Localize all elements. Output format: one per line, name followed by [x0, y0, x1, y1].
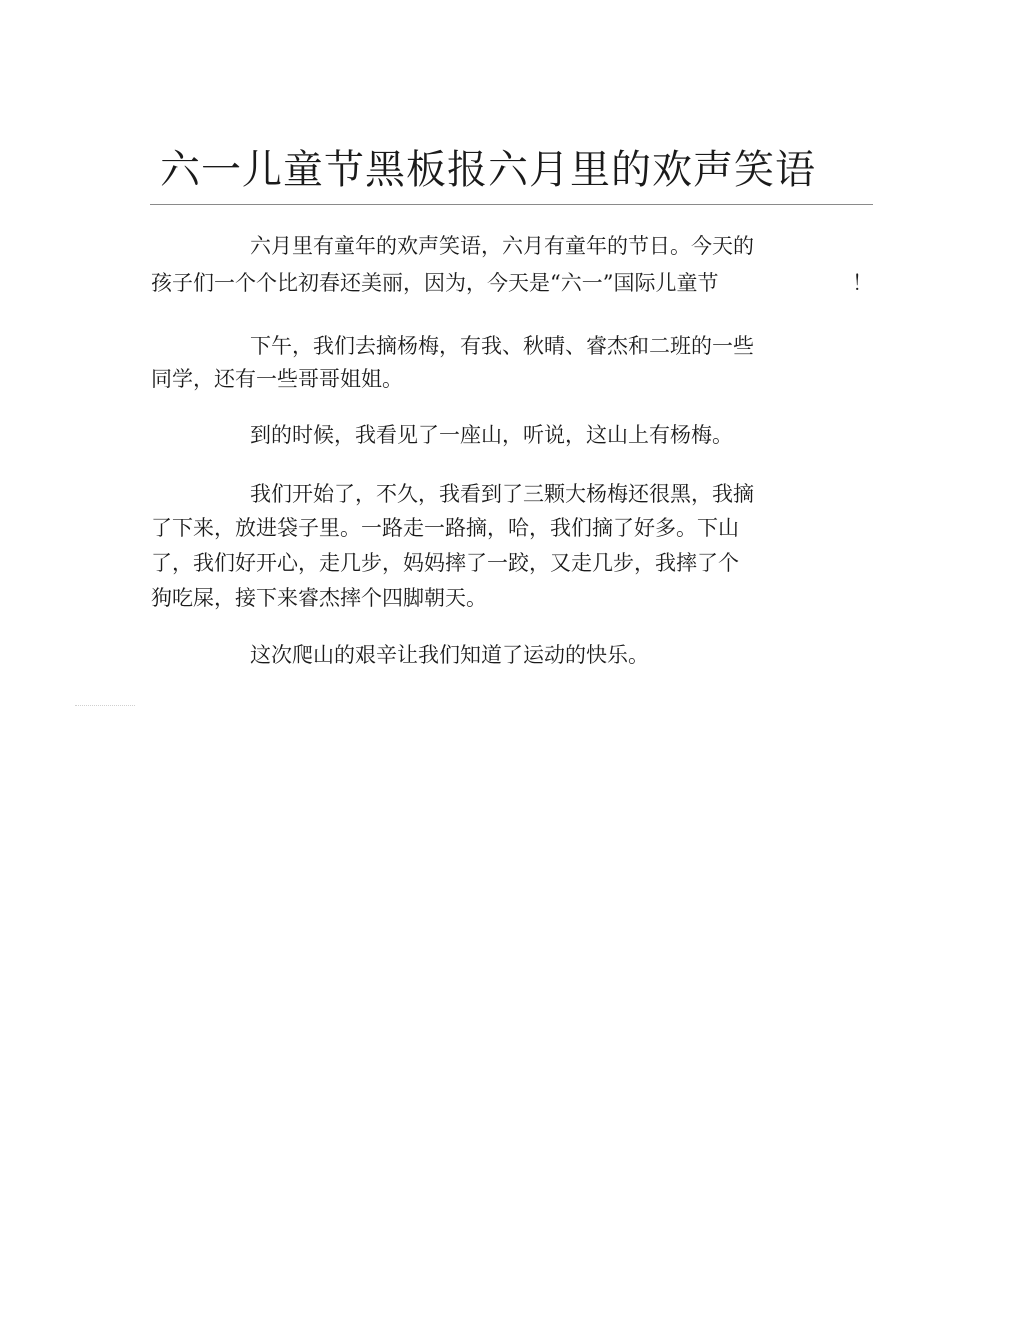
paragraph-trailing-punctuation: ！ — [852, 271, 873, 295]
paragraph-line: 六月里有童年的欢声笑语，六月有童年的节日。今天的 — [250, 234, 754, 258]
title-divider — [150, 204, 873, 205]
paragraph-line: 这次爬山的艰辛让我们知道了运动的快乐。 — [250, 643, 649, 667]
paragraph-line: 到的时候，我看见了一座山，听说，这山上有杨梅。 — [250, 423, 733, 447]
paragraph-line: 狗吃屎，接下来睿杰摔个四脚朝天。 — [151, 586, 487, 610]
paragraph-line: 孩子们一个个比初春还美丽，因为，今天是“六一”国际儿童节 — [151, 271, 719, 295]
paragraph-line: 了，我们好开心，走几步，妈妈摔了一跤，又走几步，我摔了个 — [151, 551, 739, 575]
page-artifact-line — [75, 705, 135, 706]
paragraph-line: 下午，我们去摘杨梅，有我、秋晴、睿杰和二班的一些 — [250, 334, 754, 358]
paragraph-line: 同学，还有一些哥哥姐姐。 — [151, 367, 403, 391]
paragraph-line: 了下来，放进袋子里。一路走一路摘，哈，我们摘了好多。下山 — [151, 516, 739, 540]
paragraph-line: 我们开始了，不久，我看到了三颗大杨梅还很黑，我摘 — [250, 482, 754, 506]
document-title: 六一儿童节黑板报六月里的欢声笑语 — [160, 147, 816, 193]
